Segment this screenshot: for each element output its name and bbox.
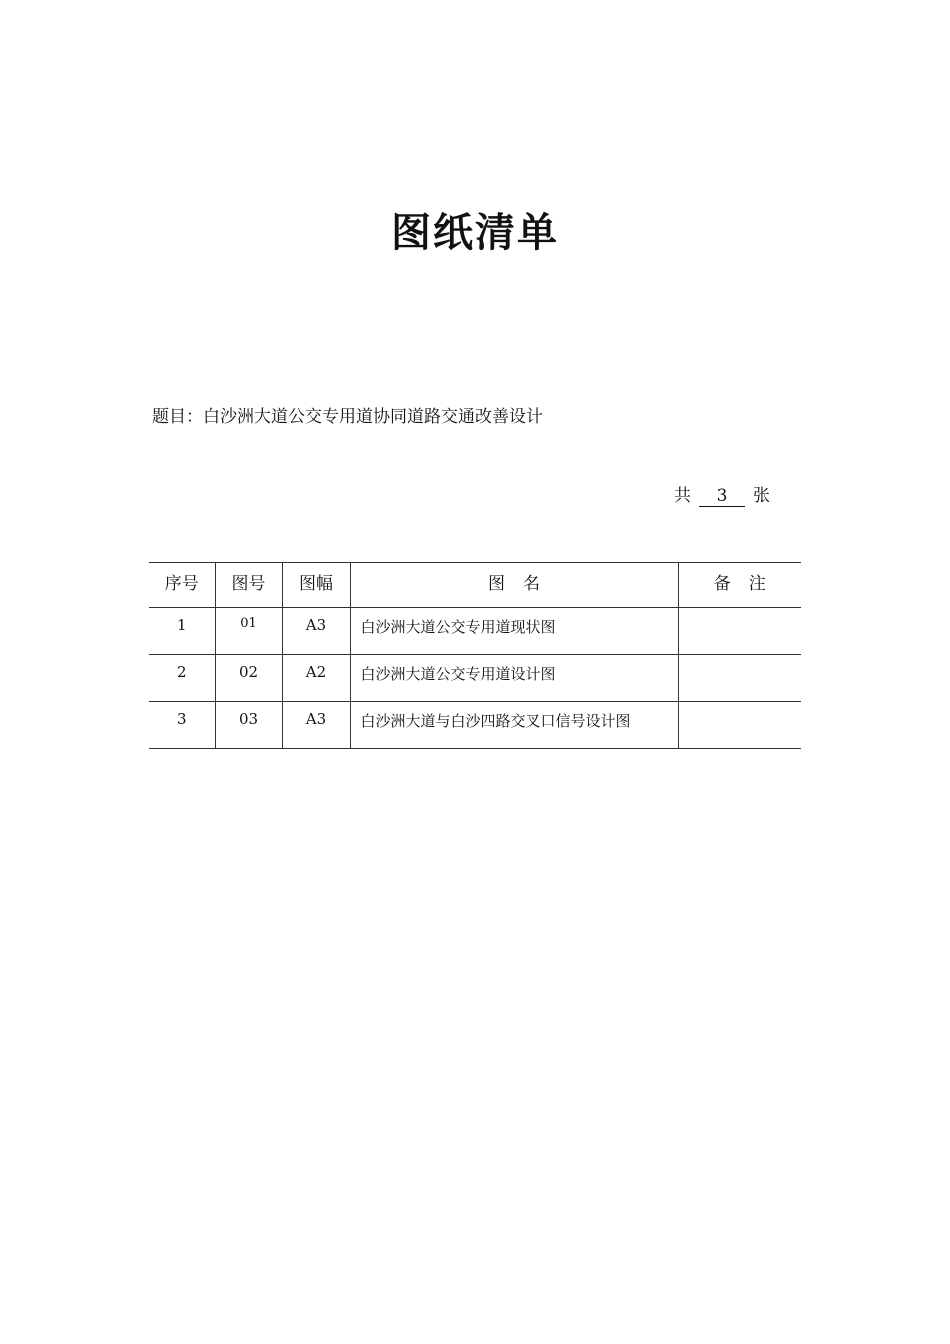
header-size: 图幅 (282, 563, 350, 608)
drawing-list-table (149, 562, 801, 749)
header-name (350, 563, 678, 608)
row-index: 1 (149, 608, 215, 655)
row-remark (678, 655, 801, 702)
row-code: 01 (215, 608, 282, 655)
total-suffix: 张 (753, 486, 770, 506)
row-index: 3 (149, 702, 215, 749)
row-name: 白沙洲大道与白沙四路交叉口信号设计图 (350, 702, 678, 749)
page-title: 图纸清单 (391, 210, 559, 256)
row-code: 02 (215, 655, 282, 702)
sheet-total (674, 483, 770, 509)
table-row (149, 608, 801, 655)
row-index: 2 (149, 655, 215, 702)
row-name: 白沙洲大道公交专用道设计图 (350, 655, 678, 702)
row-size: A2 (282, 655, 350, 702)
table-header-row (149, 563, 801, 608)
total-prefix: 共 (674, 486, 691, 506)
header-remark-text: 备注 (713, 574, 784, 594)
table-row (149, 702, 801, 749)
header-name-text: 图名 (488, 574, 558, 594)
subject-line (152, 404, 543, 430)
row-remark (678, 702, 801, 749)
row-name: 白沙洲大道公交专用道现状图 (350, 608, 678, 655)
table-row (149, 655, 801, 702)
header-index: 序号 (149, 563, 215, 608)
row-size: A3 (282, 702, 350, 749)
row-code: 03 (215, 702, 282, 749)
header-code: 图号 (215, 563, 282, 608)
header-remark (678, 563, 801, 608)
total-count: 3 (699, 486, 745, 507)
subject-label: 题目： (152, 407, 203, 427)
row-remark (678, 608, 801, 655)
subject-text: 白沙洲大道公交专用道协同道路交通改善设计 (203, 407, 543, 427)
row-size: A3 (282, 608, 350, 655)
